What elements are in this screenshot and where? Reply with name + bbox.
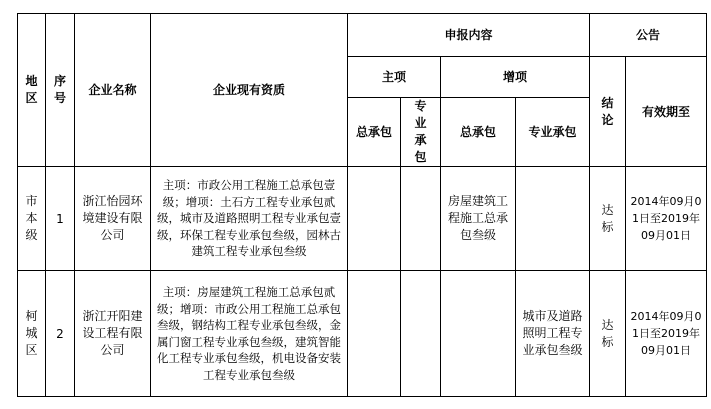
cell-extra-specialty bbox=[516, 167, 590, 271]
table-row bbox=[18, 271, 707, 397]
cell-main-specialty bbox=[401, 167, 441, 271]
header-announcement: 公告 bbox=[590, 14, 707, 57]
cell-extra-general bbox=[441, 271, 516, 397]
cell-seq: 2 bbox=[46, 271, 75, 397]
cell-validity: 2014年09月01日至2019年09月01日 bbox=[626, 167, 707, 271]
cell-extra-specialty: 城市及道路照明工程专业承包叁级 bbox=[516, 271, 590, 397]
cell-qualification: 主项：房屋建筑工程施工总承包贰级；增项：市政公用工程施工总承包叁级，钢结构工程专业承包叁级，金属门窗工程专业承包叁级，建筑智能化工程专业承包叁级，机电设备安装工程专业承包叁级 bbox=[151, 271, 348, 397]
cell-main-specialty bbox=[401, 271, 441, 397]
cell-validity: 2014年09月01日至2019年09月01日 bbox=[626, 271, 707, 397]
cell-region: 柯城区 bbox=[18, 271, 46, 397]
header-main-general: 总承包 bbox=[348, 98, 401, 167]
header-extra-item: 增项 bbox=[441, 57, 590, 98]
cell-conclusion: 达标 bbox=[590, 167, 626, 271]
cell-company: 浙江开阳建设工程有限公司 bbox=[75, 271, 151, 397]
header-company: 企业名称 bbox=[75, 14, 151, 167]
qualification-table bbox=[17, 13, 707, 397]
table-row bbox=[18, 167, 707, 271]
header-conclusion: 结论 bbox=[590, 57, 626, 167]
header-main-item: 主项 bbox=[348, 57, 441, 98]
header-extra-general: 总承包 bbox=[441, 98, 516, 167]
cell-main-general bbox=[348, 167, 401, 271]
cell-conclusion: 达标 bbox=[590, 271, 626, 397]
cell-main-general bbox=[348, 271, 401, 397]
cell-qualification: 主项：市政公用工程施工总承包壹级；增项：土石方工程专业承包贰级，城市及道路照明工程专业承包壹级，环保工程专业承包叁级，园林古建筑工程专业承包叁级 bbox=[151, 167, 348, 271]
header-application: 申报内容 bbox=[348, 14, 590, 57]
cell-extra-general: 房屋建筑工程施工总承包叁级 bbox=[441, 167, 516, 271]
header-region: 地区 bbox=[18, 14, 46, 167]
header-validity: 有效期至 bbox=[626, 57, 707, 167]
cell-region: 市本级 bbox=[18, 167, 46, 271]
header-extra-specialty: 专业承包 bbox=[516, 98, 590, 167]
header-qualification: 企业现有资质 bbox=[151, 14, 348, 167]
cell-seq: 1 bbox=[46, 167, 75, 271]
cell-company: 浙江怡园环境建设有限公司 bbox=[75, 167, 151, 271]
header-main-specialty: 专业承包 bbox=[401, 98, 441, 167]
header-seq: 序号 bbox=[46, 14, 75, 167]
